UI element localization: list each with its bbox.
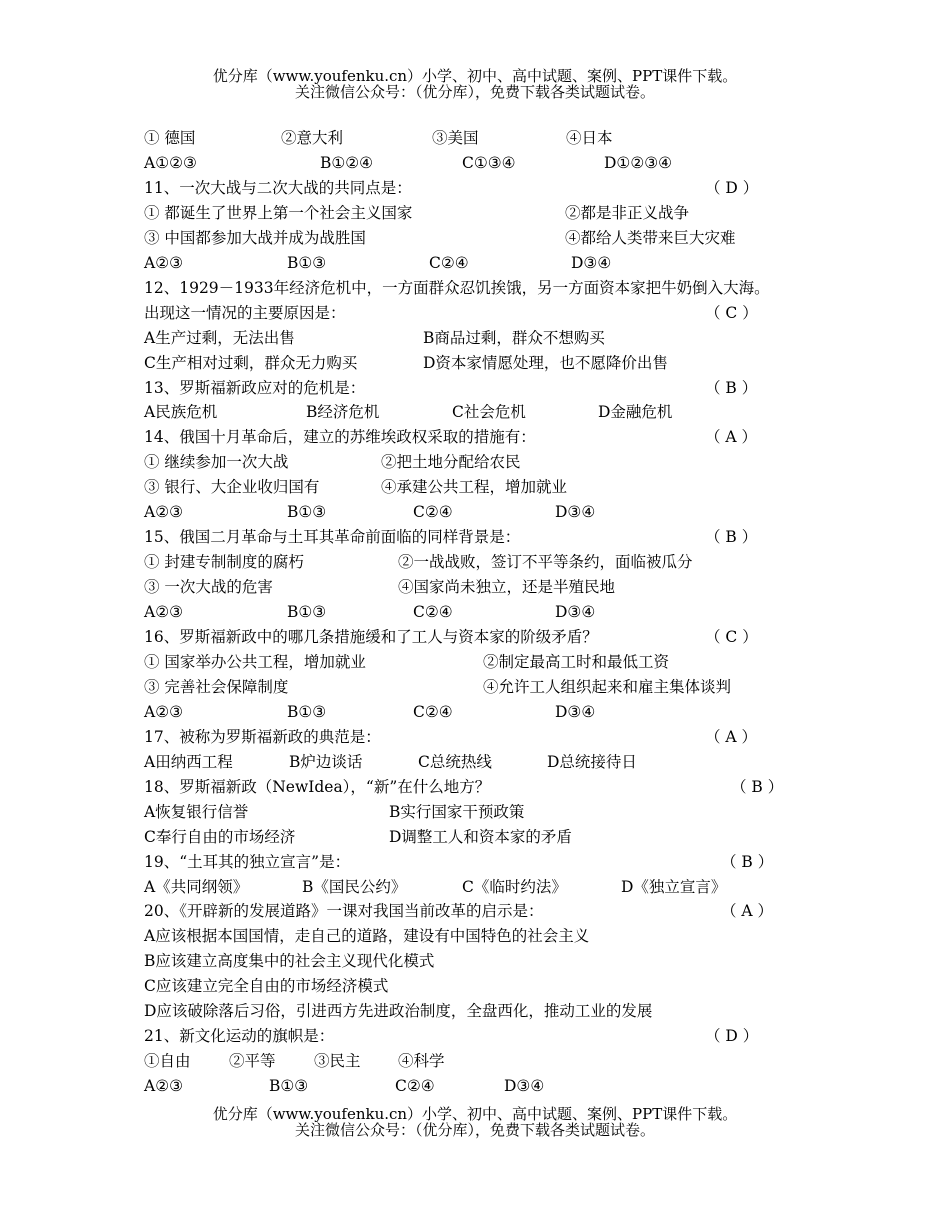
answer-marker: （ A ） <box>705 428 758 447</box>
header-line-2: 关注微信公众号：（优分库），免费下载各类试题试卷。 <box>294 83 655 101</box>
text-line-segment: D资本家情愿处理，也不愿降价出售 <box>423 353 668 372</box>
answer-marker: （ B ） <box>721 852 774 871</box>
text-line-segment: ②都是非正义战争 <box>565 203 690 222</box>
text-line-segment: ④允许工人组织起来和雇主集体谈判 <box>483 677 732 696</box>
text-line-segment: D总统接待日 <box>547 752 637 771</box>
text-line-segment: ②一战战败，签订不平等条约，面临被瓜分 <box>398 553 693 572</box>
text-line-segment: ① 都诞生了世界上第一个社会主义国家 <box>144 203 413 222</box>
text-line-segment: 16、罗斯福新政中的哪几条措施缓和了工人与资本家的阶级矛盾？ <box>144 628 598 646</box>
text-line-segment: ① 国家举办公共工程，增加就业 <box>144 652 366 671</box>
text-line-segment: 20、《开辟新的发展道路》一课对我国当前改革的启示是： <box>144 902 544 921</box>
text-line-segment: A②③ <box>144 253 183 272</box>
text-line-segment: B经济危机 <box>306 403 380 422</box>
text-line-segment: B①③ <box>287 603 327 621</box>
text-line-segment: D③④ <box>555 503 596 522</box>
text-line-segment: 21、新文化运动的旗帜是： <box>144 1027 335 1046</box>
text-line-segment: 11、一次大战与二次大战的共同点是： <box>144 178 412 197</box>
text-line-segment: 出现这一情况的主要原因是： <box>144 303 346 322</box>
text-line-segment: C应该建立完全自由的市场经济模式 <box>144 977 389 996</box>
footer-line-1: 优分库（www.youfenku.cn）小学、初中、高中试题、案例、PPT课件下载。 <box>212 1105 738 1123</box>
answer-marker: （ D ） <box>705 178 759 197</box>
text-line-segment: C社会危机 <box>452 403 526 422</box>
text-line-segment: ②意大利 <box>281 129 344 147</box>
text-line-segment: ④国家尚未独立，还是半殖民地 <box>398 578 616 597</box>
text-line-segment: ②制定最高工时和最低工资 <box>483 652 670 671</box>
text-line-segment: 13、罗斯福新政应对的危机是： <box>144 378 366 397</box>
text-line-segment: B①③ <box>287 253 327 272</box>
text-line-segment: C奉行自由的市场经济 <box>144 827 296 846</box>
text-line-segment: ④科学 <box>398 1052 445 1071</box>
text-line-segment: D③④ <box>504 1077 545 1096</box>
text-line-segment: 18、罗斯福新政（NewIdea），“新”在什么地方？ <box>144 777 491 796</box>
text-line-segment: 17、被称为罗斯福新政的典范是： <box>144 727 381 746</box>
text-line-segment: ③ 一次大战的危害 <box>144 578 273 597</box>
answer-marker: （ A ） <box>705 727 758 746</box>
text-line-segment: C②④ <box>413 503 453 522</box>
text-line-segment: D③④ <box>555 702 596 721</box>
text-line-segment: B①③ <box>287 702 327 721</box>
answer-marker: （ B ） <box>731 777 784 796</box>
text-line-segment: A田纳西工程 <box>144 752 233 771</box>
text-line-segment: C②④ <box>395 1077 435 1096</box>
text-line-segment: ③美国 <box>432 129 479 147</box>
text-line-segment: B商品过剩，群众不想购买 <box>423 328 605 347</box>
text-line-segment: C②④ <box>413 702 453 721</box>
text-line-segment: D①②③④ <box>604 153 673 172</box>
footer-line-2: 关注微信公众号：（优分库），免费下载各类试题试卷。 <box>294 1121 655 1139</box>
text-line-segment: A生产过剩，无法出售 <box>144 328 295 347</box>
text-line-segment: 14、俄国十月革命后，建立的苏维埃政权采取的措施有： <box>144 428 536 447</box>
text-line-segment: B炉边谈话 <box>289 752 363 771</box>
text-line-segment: D《独立宣言》 <box>621 877 727 896</box>
answer-marker: （ B ） <box>705 528 758 547</box>
text-line-segment: D应该破除落后习俗，引进西方先进政治制度，全盘西化，推动工业的发展 <box>144 1002 653 1021</box>
text-line-segment: B《国民公约》 <box>302 877 407 896</box>
text-line-segment: A《共同纲领》 <box>144 877 249 896</box>
text-line-segment: ① 封建专制制度的腐朽 <box>144 553 304 572</box>
text-line-segment: 15、俄国二月革命与土耳其革命前面临的同样背景是： <box>144 528 521 547</box>
answer-marker: （ B ） <box>705 378 758 397</box>
text-line-segment: B①③ <box>287 503 327 522</box>
text-line-segment: D金融危机 <box>598 403 673 422</box>
text-line-segment: A②③ <box>144 702 183 721</box>
text-line-segment: ④日本 <box>566 129 613 147</box>
text-line-segment: ③ 银行、大企业收归国有 <box>144 478 320 497</box>
text-line-segment: A②③ <box>144 503 183 522</box>
text-line-segment: ④承建公共工程，增加就业 <box>381 478 568 497</box>
text-line-segment: A②③ <box>144 603 183 621</box>
text-line-segment: B①③ <box>269 1077 309 1096</box>
text-line-segment: C①③④ <box>462 153 516 172</box>
text-line-segment: D③④ <box>571 253 612 272</box>
text-line-segment: ③民主 <box>314 1052 361 1071</box>
text-line-segment: B应该建立高度集中的社会主义现代化模式 <box>144 952 435 971</box>
text-line-segment: ① 继续参加一次大战 <box>144 453 289 472</box>
text-line-segment: ① 德国 <box>144 129 196 147</box>
text-line-segment: C总统热线 <box>418 752 492 771</box>
answer-marker: （ C ） <box>705 303 758 322</box>
text-line-segment: D③④ <box>555 603 596 621</box>
text-line-segment: ③ 完善社会保障制度 <box>144 677 289 696</box>
text-line-segment: D调整工人和资本家的矛盾 <box>389 827 572 846</box>
text-line-segment: ②把土地分配给农民 <box>381 453 521 472</box>
text-line-segment: C②④ <box>429 253 469 272</box>
text-line-segment: A应该根据本国国情，走自己的道路，建设有中国特色的社会主义 <box>144 927 590 946</box>
text-line-segment: B实行国家干预政策 <box>389 802 525 821</box>
text-line-segment: ①自由 <box>144 1052 191 1071</box>
text-line-segment: A②③ <box>144 1077 183 1096</box>
page-footer <box>0 1106 950 1138</box>
text-line-segment: C②④ <box>413 603 453 621</box>
text-line-segment: ②平等 <box>229 1052 276 1071</box>
text-line-segment: A①②③ <box>144 153 197 172</box>
text-line-segment: C《临时约法》 <box>462 877 567 896</box>
text-line-segment: ④都给人类带来巨大灾难 <box>565 228 736 247</box>
answer-marker: （ C ） <box>705 628 758 646</box>
text-line-segment: ③ 中国都参加大战并成为战胜国 <box>144 228 366 247</box>
text-line-segment: C生产相对过剩，群众无力购买 <box>144 353 358 372</box>
text-line-segment: 19、“土耳其的独立宣言”是： <box>144 852 351 871</box>
text-line-segment: A恢复银行信誉 <box>144 802 249 821</box>
header-line-1: 优分库（www.youfenku.cn）小学、初中、高中试题、案例、PPT课件下载。 <box>212 67 738 85</box>
text-line-segment: A民族危机 <box>144 403 218 422</box>
text-line-segment: 12、1929－1933年经济危机中，一方面群众忍饥挨饿，另一方面资本家把牛奶倒入大海。 <box>144 278 770 297</box>
answer-marker: （ D ） <box>705 1027 759 1046</box>
page-header <box>0 68 950 100</box>
text-line-segment: B①②④ <box>320 153 374 172</box>
answer-marker: （ A ） <box>721 902 774 921</box>
